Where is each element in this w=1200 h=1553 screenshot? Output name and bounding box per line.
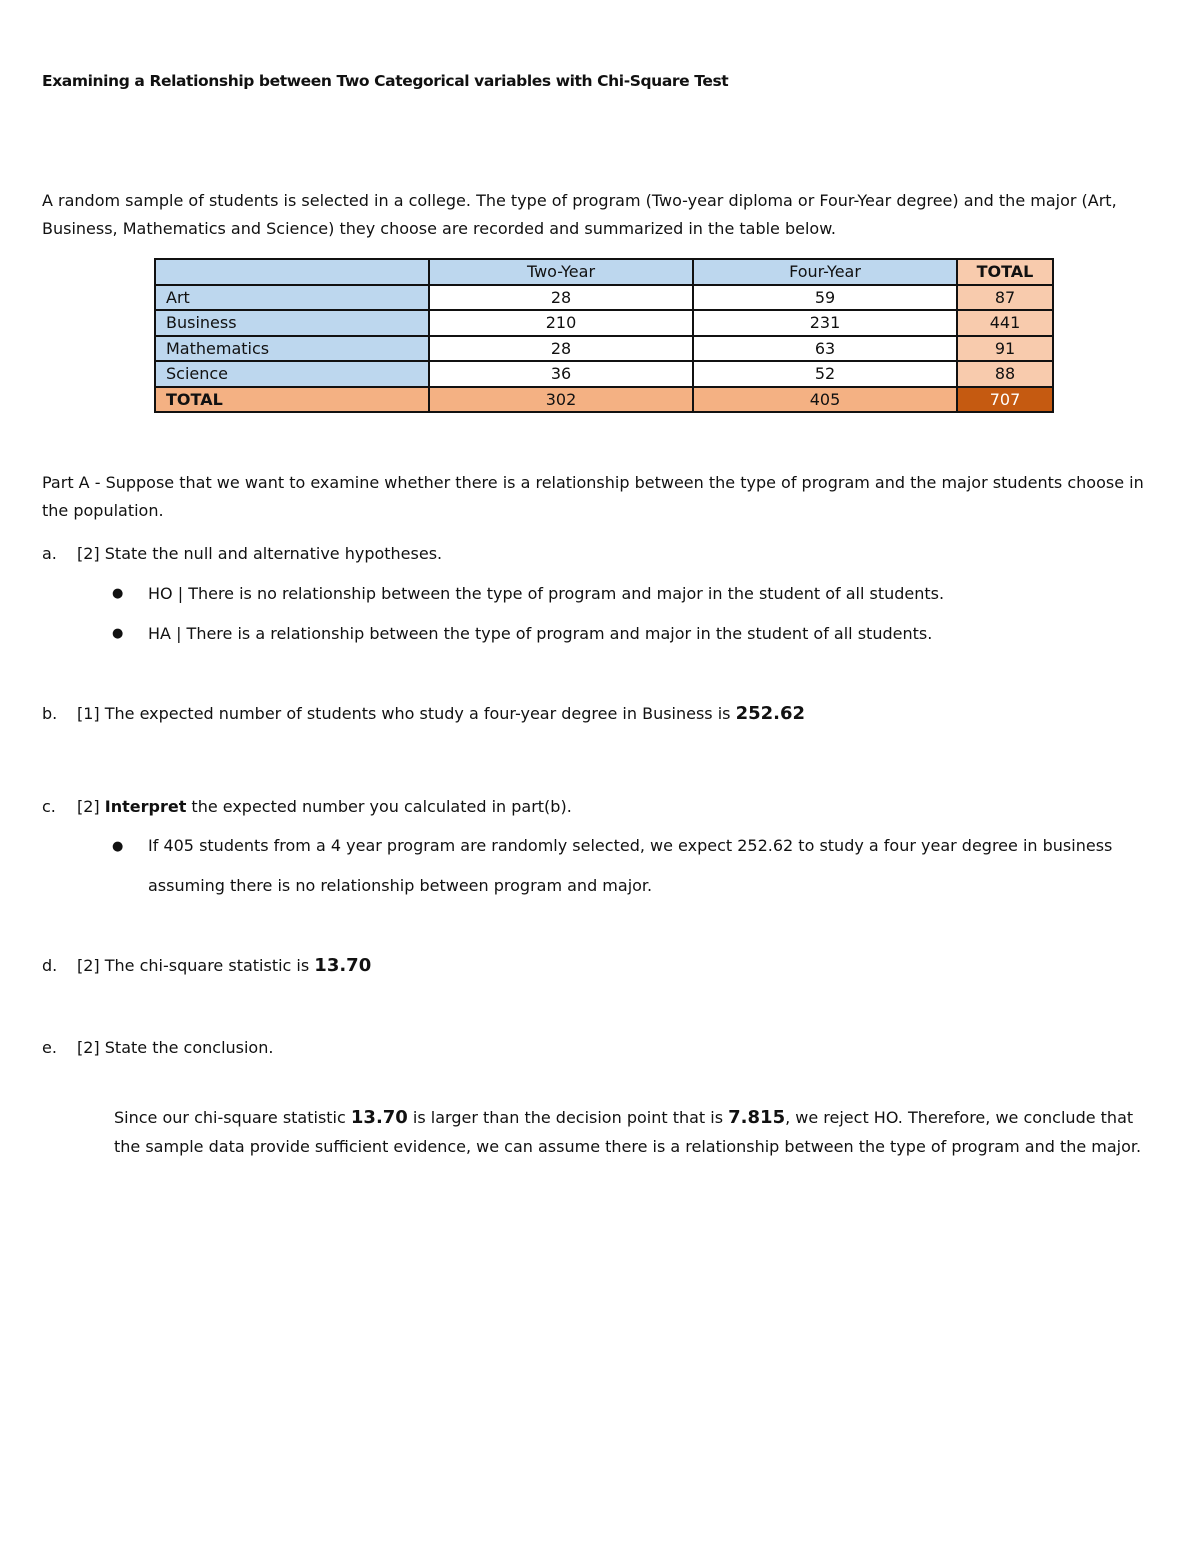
table-header-cell: [155, 259, 429, 285]
bullet-null-hypothesis: ● HO | There is no relationship between the type of program and major in the student of all students.: [112, 582, 1132, 606]
table-row: [155, 336, 1053, 362]
table-cell: 441: [957, 310, 1053, 336]
question-d: [42, 954, 371, 978]
question-marks: [2]: [77, 1038, 100, 1057]
table-cell: Business: [155, 310, 429, 336]
question-letter: b.: [42, 704, 58, 723]
table-cell: 91: [957, 336, 1053, 362]
question-text: the expected number you calculated in part(b).: [186, 797, 572, 816]
question-a: [42, 542, 442, 566]
question-e: [42, 1036, 273, 1060]
table-cell: Art: [155, 285, 429, 311]
table-cell: 28: [429, 285, 693, 311]
table-cell: Mathematics: [155, 336, 429, 362]
table-cell: 52: [693, 361, 957, 387]
table-header-cell: TOTAL: [957, 259, 1053, 285]
critical-value: 7.815: [728, 1107, 786, 1128]
question-letter: a.: [42, 544, 57, 563]
bullet-icon: ●: [112, 626, 124, 641]
question-text: State the conclusion.: [99, 1038, 274, 1057]
bullet-icon: ●: [112, 586, 124, 601]
part-a-paragraph: Part A - Suppose that we want to examine whether there is a relationship between the type of program and the major students choose in the population.: [42, 473, 1144, 520]
question-text: State the null and alternative hypotheses.: [99, 544, 443, 563]
table-row: [155, 310, 1053, 336]
table-header-cell: Four-Year: [693, 259, 957, 285]
table-cell: 36: [429, 361, 693, 387]
table-cell: 707: [957, 387, 1053, 413]
table-cell: 87: [957, 285, 1053, 311]
question-letter: c.: [42, 797, 56, 816]
question-letter: e.: [42, 1038, 57, 1057]
table-cell: 302: [429, 387, 693, 413]
table-cell: 28: [429, 336, 693, 362]
table-cell: 405: [693, 387, 957, 413]
question-marks: [2]: [77, 544, 100, 563]
intro-paragraph: A random sample of students is selected in a college. The type of program (Two-year diploma or Four-Year degree) and the major (Art, Business, Mathematics and Science) they choose are recorded and summarized in the table below.: [42, 191, 1117, 238]
table-cell: 59: [693, 285, 957, 311]
table-cell: 231: [693, 310, 957, 336]
table-row: [155, 285, 1053, 311]
question-marks: [2]: [77, 797, 100, 816]
question-b: [42, 702, 805, 726]
contingency-table: [154, 258, 1054, 413]
table-total-row: [155, 387, 1053, 413]
question-text: The expected number of students who study a four-year degree in Business is: [99, 704, 736, 723]
table-cell: 63: [693, 336, 957, 362]
answer-value: 252.62: [735, 703, 806, 724]
bullet-icon: ●: [112, 839, 124, 854]
chi-square-value: 13.70: [350, 1107, 408, 1128]
table-cell: 210: [429, 310, 693, 336]
table-cell: 88: [957, 361, 1053, 387]
question-emphasis: Interpret: [104, 797, 187, 816]
question-marks: [1]: [77, 704, 100, 723]
question-marks: [2]: [77, 956, 100, 975]
answer-value: 13.70: [314, 955, 372, 976]
table-header-cell: Two-Year: [429, 259, 693, 285]
page-title: Examining a Relationship between Two Categorical variables with Chi-Square Test: [42, 72, 729, 90]
table-header-row: [155, 259, 1053, 285]
question-c: [42, 795, 572, 819]
bullet-alt-hypothesis: ● HA | There is a relationship between the type of program and major in the student of all students.: [112, 622, 1132, 646]
bullet-interpretation: ● If 405 students from a 4 year program are randomly selected, we expect 252.62 to study a four year degree in business assuming there is no relationship between program and major.: [112, 836, 1113, 895]
question-letter: d.: [42, 956, 58, 975]
table-row: [155, 361, 1053, 387]
conclusion-paragraph: Since our chi-square statistic 13.70 is larger than the decision point that is 7.815, we reject HO. Therefore, we conclude that the sample data provide sufficient evidence, we can assume there is a relationship between the type of program and the major.: [114, 1107, 1142, 1156]
table-cell: Science: [155, 361, 429, 387]
table-cell: TOTAL: [155, 387, 429, 413]
question-text: The chi-square statistic is: [99, 956, 315, 975]
